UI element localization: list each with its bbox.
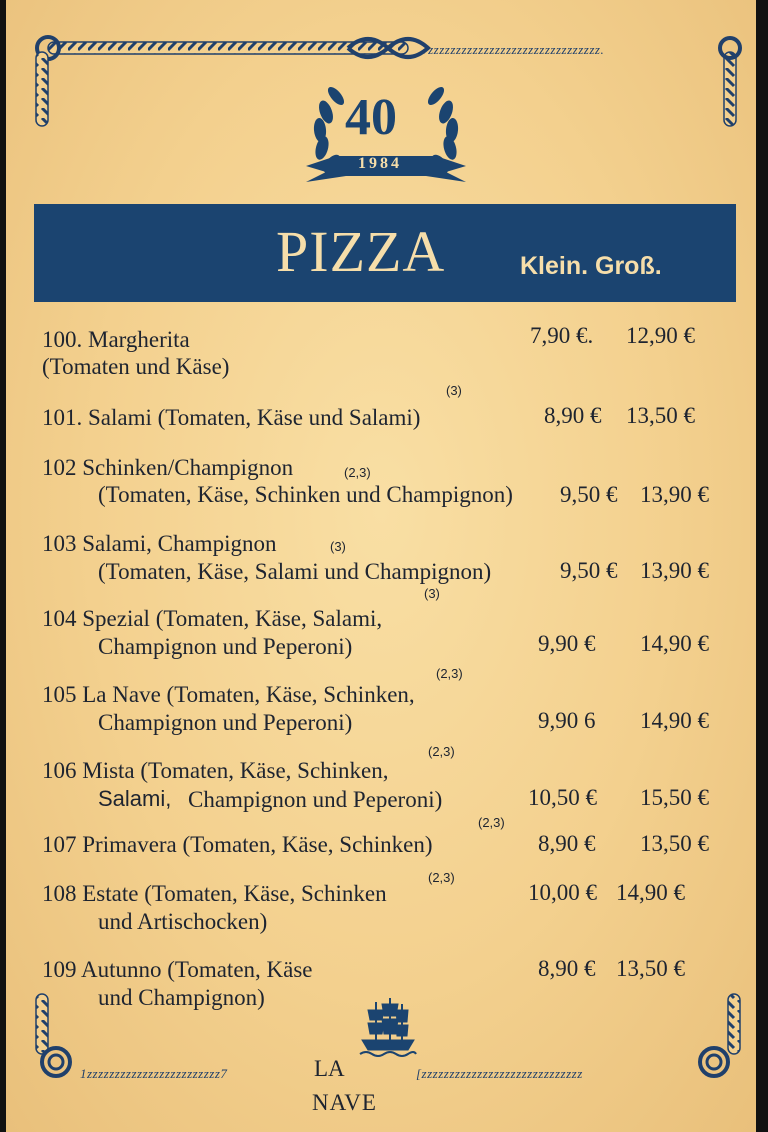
item-description: Champignon und Peperoni) bbox=[98, 710, 353, 735]
price-small: 8,90 € bbox=[544, 403, 602, 428]
additive-note: (3) bbox=[424, 586, 440, 601]
item-description: (Tomaten, Käse, Schinken und Champignon) bbox=[98, 482, 513, 507]
item-name: 109 Autunno (Tomaten, Käse bbox=[42, 957, 313, 982]
logo-text-nave: NAVE bbox=[312, 1090, 377, 1115]
additive-note: (3) bbox=[330, 539, 346, 554]
price-large: 15,50 € bbox=[640, 785, 709, 810]
logo-text-la: LA bbox=[314, 1056, 345, 1081]
price-large: 12,90 € bbox=[626, 323, 695, 348]
badge-year: 1984 bbox=[358, 155, 402, 172]
price-small: 7,90 €. bbox=[530, 323, 594, 348]
price-small: 9,90 6 bbox=[538, 708, 596, 733]
additive-note: (3) bbox=[446, 383, 462, 398]
item-description: Champignon und Peperoni) bbox=[98, 634, 353, 659]
zigzag-line-bottom-left: 1zzzzzzzzzzzzzzzzzzzzzzzz7 bbox=[80, 1066, 228, 1081]
price-small: 8,90 € bbox=[538, 831, 596, 856]
item-name: 105 La Nave (Tomaten, Käse, Schinken, bbox=[42, 682, 415, 707]
badge-number: 40 bbox=[345, 89, 397, 146]
header-band bbox=[34, 204, 736, 302]
price-small: 9,50 € bbox=[560, 558, 618, 583]
item-name: 103 Salami, Champignon bbox=[42, 531, 277, 556]
item-description-part: Salami, bbox=[98, 786, 172, 811]
item-description: (Tomaten und Käse) bbox=[42, 354, 230, 379]
price-large: 14,90 € bbox=[640, 631, 709, 656]
item-description: und Artischocken) bbox=[98, 909, 268, 934]
price-small: 8,90 € bbox=[538, 956, 596, 981]
item-name: 101. Salami (Tomaten, Käse und Salami) bbox=[42, 405, 421, 430]
ship-logo bbox=[358, 996, 418, 1058]
item-description: Champignon und Peperoni) bbox=[188, 787, 443, 812]
size-columns-label: Klein. Groß. bbox=[520, 252, 662, 280]
item-name: 102 Schinken/Champignon bbox=[42, 455, 294, 480]
price-large: 13,50 € bbox=[626, 403, 695, 428]
price-small: 9,90 € bbox=[538, 631, 596, 656]
item-name: 108 Estate (Tomaten, Käse, Schinken bbox=[42, 881, 387, 906]
additive-note: (2,3) bbox=[344, 465, 371, 480]
price-small: 9,50 € bbox=[560, 482, 618, 507]
zigzag-line-top: /zzzzzzzzzzzzzzzzzzzzzzzzzzzzzzz. bbox=[424, 42, 605, 57]
price-large: 13,90 € bbox=[640, 482, 709, 507]
menu-page bbox=[6, 0, 756, 1132]
item-name: 106 Mista (Tomaten, Käse, Schinken, bbox=[42, 758, 389, 783]
price-large: 13,50 € bbox=[616, 956, 685, 981]
additive-note: (2,3) bbox=[428, 870, 455, 885]
zigzag-line-bottom-right: [zzzzzzzzzzzzzzzzzzzzzzzzzzzzz bbox=[416, 1066, 583, 1081]
price-large: 13,90 € bbox=[640, 558, 709, 583]
price-large: 14,90 € bbox=[616, 880, 685, 905]
price-small: 10,50 € bbox=[528, 785, 597, 810]
section-title: PIZZA bbox=[276, 219, 446, 284]
item-name: 104 Spezial (Tomaten, Käse, Salami, bbox=[42, 606, 383, 631]
additive-note: (2,3) bbox=[436, 666, 463, 681]
price-large: 14,90 € bbox=[640, 708, 709, 733]
item-description: und Champignon) bbox=[98, 985, 265, 1010]
item-name: 107 Primavera (Tomaten, Käse, Schinken) bbox=[42, 832, 433, 857]
price-small: 10,00 € bbox=[528, 880, 597, 905]
item-description: (Tomaten, Käse, Salami und Champignon) bbox=[98, 559, 492, 584]
price-large: 13,50 € bbox=[640, 831, 709, 856]
additive-note: (2,3) bbox=[478, 815, 505, 830]
item-name: 100. Margherita bbox=[42, 327, 190, 352]
additive-note: (2,3) bbox=[428, 744, 455, 759]
